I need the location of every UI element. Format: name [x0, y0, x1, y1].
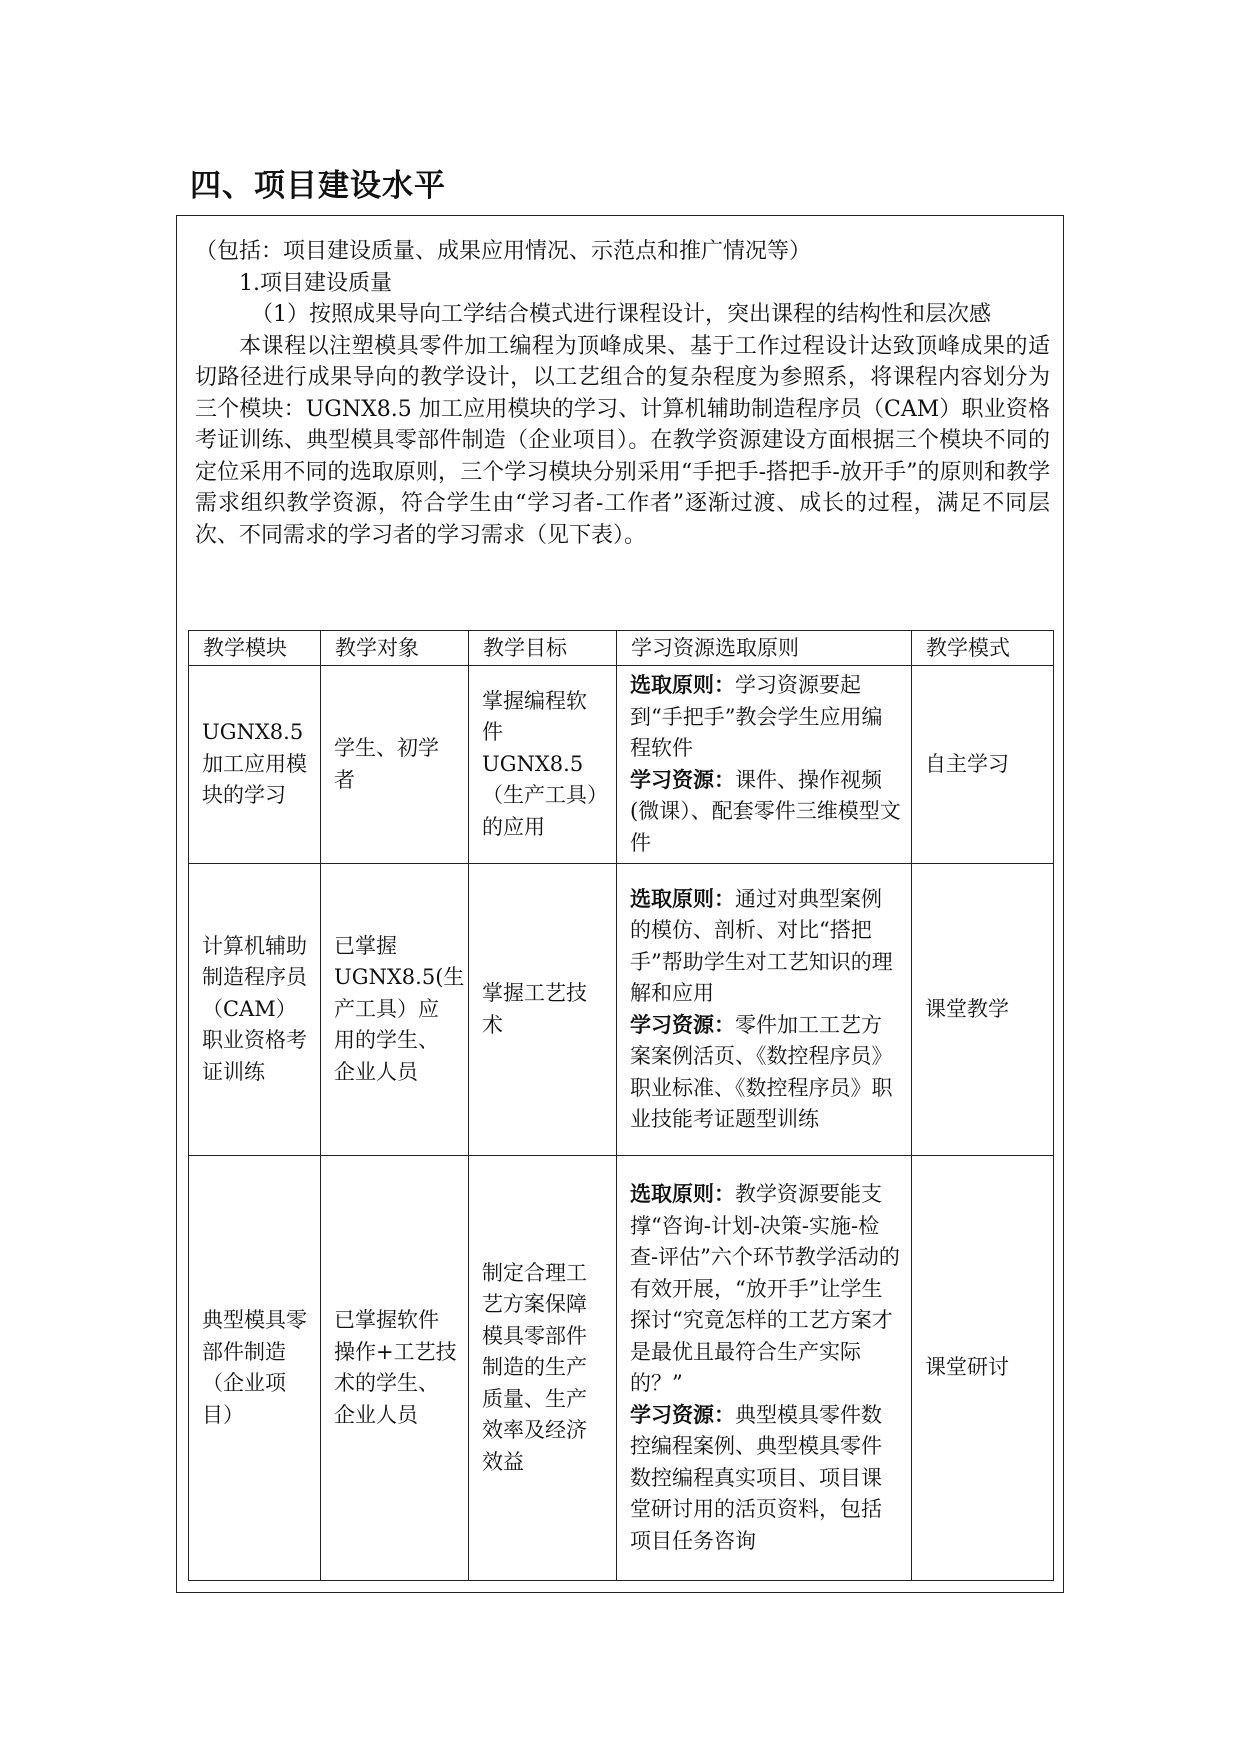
cell-audience: 已掌握UGNX8.5(生产工具）应用的学生、企业人员 [321, 864, 469, 1156]
subsection-title: （1）按照成果导向工学结合模式进行课程设计，突出课程的结构性和层次感 [251, 302, 991, 327]
resource-label: 学习资源： [630, 1402, 735, 1427]
principle-text: 通过对典型案例的模仿、剖析、对比“搭把手”帮助学生对工艺知识的理解和应用 [630, 886, 893, 1005]
header-goal: 教学目标 [469, 631, 617, 666]
scope-note: （包括：项目建设质量、成果应用情况、示范点和推广情况等） [195, 239, 812, 264]
cell-principle [617, 666, 912, 864]
cell-mode: 课堂教学 [912, 864, 1054, 1156]
cell-principle [617, 1156, 912, 1581]
principle-label: 选取原则： [630, 886, 735, 911]
cell-goal: 制定合理工艺方案保障模具零部件制造的生产质量、生产效率及经济效益 [469, 1156, 617, 1581]
header-principle: 学习资源选取原则 [617, 631, 912, 666]
resource-label: 学习资源： [630, 1012, 735, 1037]
table-row [189, 666, 1054, 864]
cell-module: 典型模具零部件制造（企业项目） [189, 1156, 321, 1581]
resource-label: 学习资源： [630, 767, 735, 792]
cell-goal: 掌握工艺技术 [469, 864, 617, 1156]
body-paragraph: 本课程以注塑模具零件加工编程为顶峰成果、基于工作过程设计达致顶峰成果的适切路径进行成果导向的教学设计，以工艺组合的复杂程度为参照系，将课程内容划分为三个模块：UGNX8.5 加工应用模块的学习、计算机辅助制造程序员（CAM）职业资格考证训练、典型模具零部件制造（企业项目）。在教学资源建设方面根据三个模块不同的定位采用不同的选取原则，三个学习模块分别采用“手把手-搭把手-放开手”的原则和教学需求组织教学资源，符合学生由“学习者-工作者”逐渐过渡、成长的过程，满足不同层次、不同需求的学习者的学习需求（见下表）。 [195, 333, 1050, 548]
principle-label: 选取原则： [630, 1182, 735, 1206]
table-header-row [189, 631, 1054, 666]
principle-text: 教学资源要能支撑“咨询-计划-决策-实施-检查-评估”六个环节教学活动的有效开展，“放开手”让学生探讨“究竟怎样的工艺方案才是最优且最符合生产实际的？” [630, 1182, 900, 1395]
principle-text: 学习资源要起到“手把手”教会学生应用编程软件 [630, 673, 883, 760]
cell-mode: 自主学习 [912, 666, 1054, 864]
section-title: 1.项目建设质量 [239, 270, 392, 296]
intro-text [195, 236, 1050, 551]
module-table [188, 630, 1054, 1581]
cell-module: 计算机辅助制造程序员（CAM）职业资格考证训练 [189, 864, 321, 1156]
cell-principle [617, 864, 912, 1156]
cell-goal: 掌握编程软件 UGNX8.5（生产工具）的应用 [469, 666, 617, 864]
cell-module: UGNX8.5 加工应用模块的学习 [189, 666, 321, 864]
header-module: 教学模块 [189, 631, 321, 666]
cell-audience: 学生、初学者 [321, 666, 469, 864]
header-audience: 教学对象 [321, 631, 469, 666]
resource-text: 零件加工工艺方案案例活页、《数控程序员》职业标准、《数控程序员》职业技能考证题型训练 [630, 1012, 893, 1131]
cell-mode: 课堂研讨 [912, 1156, 1054, 1581]
principle-label: 选取原则： [630, 673, 735, 697]
cell-audience: 已掌握软件操作+工艺技术的学生、企业人员 [321, 1156, 469, 1581]
table-row [189, 1156, 1054, 1581]
table-row [189, 864, 1054, 1156]
header-mode: 教学模式 [912, 631, 1054, 666]
resource-text: 课件、操作视频(微课）、配套零件三维模型文件 [630, 767, 901, 855]
resource-text: 典型模具零件数控编程案例、典型模具零件数控编程真实项目、项目课堂研讨用的活页资料，包括项目任务咨询 [630, 1402, 882, 1553]
section-heading: 四、项目建设水平 [190, 168, 446, 204]
